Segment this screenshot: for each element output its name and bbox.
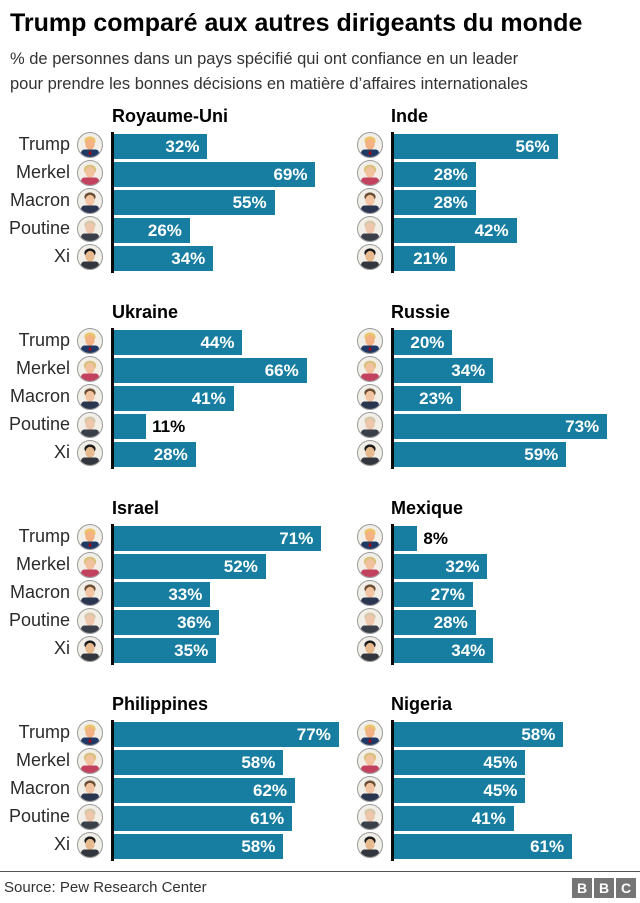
bar xyxy=(394,834,572,859)
bar xyxy=(114,330,242,355)
avatar-macron-icon xyxy=(357,776,383,802)
bar-value: 34% xyxy=(451,640,486,660)
panel-pair xyxy=(0,302,640,469)
bar-value: 66% xyxy=(264,360,299,380)
bar-row-xi xyxy=(394,442,640,467)
bar-value: 27% xyxy=(430,584,465,604)
panel-title: Russie xyxy=(391,302,451,322)
panel-title: Israel xyxy=(112,498,160,518)
bar-value: 28% xyxy=(433,164,468,184)
bar-value: 52% xyxy=(223,556,258,576)
bar-row-trump xyxy=(114,722,347,747)
avatar-merkel-icon xyxy=(357,748,383,774)
avatar-merkel-icon xyxy=(77,160,103,186)
avatar-macron-icon xyxy=(77,384,103,410)
bar-row-trump xyxy=(394,134,640,159)
avatar-macron-icon xyxy=(357,580,383,606)
source-text: Source: Pew Research Center xyxy=(4,879,207,896)
avatar-poutine-icon xyxy=(77,216,103,242)
avatars-column xyxy=(357,328,383,469)
panel-philippines xyxy=(0,694,347,861)
bar-row-trump xyxy=(114,526,347,551)
bar xyxy=(394,218,517,243)
chart-title: Trump comparé aux autres dirigeants du monde xyxy=(10,9,583,37)
bbc-logo xyxy=(570,878,636,898)
avatars-column xyxy=(357,132,383,273)
leader-label-xi: Xi xyxy=(53,442,70,462)
panel-pair xyxy=(0,106,640,273)
bar xyxy=(394,414,607,439)
panel-title: Nigeria xyxy=(391,694,453,714)
bar-row-xi xyxy=(114,638,347,663)
panel-pair xyxy=(0,498,640,665)
leader-label-xi: Xi xyxy=(53,834,70,854)
bar-row-xi xyxy=(394,834,640,859)
bar xyxy=(394,358,493,383)
bar-row-macron xyxy=(114,778,347,803)
bar-row-xi xyxy=(114,834,347,859)
leader-label-poutine: Poutine xyxy=(8,610,70,630)
bar-value: 44% xyxy=(200,332,235,352)
chart-subtitle-line1: % de personnes dans un pays spécifié qui ont confiance en un leader xyxy=(10,50,519,68)
bar xyxy=(114,386,234,411)
avatar-poutine-icon xyxy=(77,608,103,634)
avatar-trump-icon xyxy=(77,524,103,550)
bar-row-xi xyxy=(394,246,640,271)
leader-label-trump: Trump xyxy=(18,330,70,350)
bar-value: 21% xyxy=(413,248,448,268)
bar-row-poutine xyxy=(394,806,640,831)
bbc-logo-block-b1: B xyxy=(572,878,592,898)
bar xyxy=(114,834,283,859)
avatar-xi-icon xyxy=(357,636,383,662)
bar xyxy=(394,722,563,747)
bar xyxy=(394,778,525,803)
avatar-merkel-icon xyxy=(357,356,383,382)
bar-row-trump xyxy=(114,330,347,355)
bar-row-merkel xyxy=(394,162,640,187)
avatar-trump-icon xyxy=(357,328,383,354)
avatar-poutine-icon xyxy=(77,804,103,830)
avatar-poutine-icon xyxy=(77,412,103,438)
bar-value: 62% xyxy=(253,780,288,800)
avatar-merkel-icon xyxy=(357,160,383,186)
bars-column xyxy=(391,720,640,861)
bar xyxy=(114,610,219,635)
panel-israel xyxy=(0,498,347,665)
bar-value: 41% xyxy=(191,388,226,408)
avatar-merkel-icon xyxy=(77,356,103,382)
avatars-column xyxy=(77,720,103,861)
avatar-xi-icon xyxy=(77,832,103,858)
leader-label-macron: Macron xyxy=(9,386,70,406)
avatars-column xyxy=(357,720,383,861)
bar xyxy=(394,526,417,551)
bar-value: 11% xyxy=(152,416,186,436)
bars-column xyxy=(111,720,347,861)
avatar-xi-icon xyxy=(357,832,383,858)
avatar-xi-icon xyxy=(77,440,103,466)
avatar-trump-icon xyxy=(77,132,103,158)
bar-row-poutine xyxy=(394,218,640,243)
bar xyxy=(114,806,292,831)
bars-column xyxy=(391,328,640,469)
bar xyxy=(394,806,514,831)
panel-inde xyxy=(347,106,640,273)
bar-row-merkel xyxy=(394,554,640,579)
leader-label-merkel: Merkel xyxy=(15,750,70,770)
bar xyxy=(394,554,487,579)
leader-labels-column xyxy=(0,524,70,665)
leader-label-merkel: Merkel xyxy=(15,358,70,378)
chart-subtitle xyxy=(10,47,630,97)
bar-value: 61% xyxy=(250,808,285,828)
chart-subtitle-line2: pour prendre les bonnes décisions en matière d’affaires internationales xyxy=(10,75,528,93)
avatars-column xyxy=(77,524,103,665)
bar-row-poutine xyxy=(114,218,347,243)
bar-value: 59% xyxy=(524,444,559,464)
bar-value: 41% xyxy=(471,808,506,828)
panel-mexique xyxy=(347,498,640,665)
bar xyxy=(114,190,275,215)
avatar-xi-icon xyxy=(77,244,103,270)
leader-label-trump: Trump xyxy=(18,134,70,154)
bar xyxy=(394,246,455,271)
avatar-xi-icon xyxy=(357,244,383,270)
leader-label-poutine: Poutine xyxy=(8,218,70,238)
leader-label-macron: Macron xyxy=(9,190,70,210)
leader-label-macron: Macron xyxy=(9,582,70,602)
avatars-column xyxy=(77,132,103,273)
bar-value: 58% xyxy=(521,724,556,744)
bar-row-trump xyxy=(114,134,347,159)
avatar-poutine-icon xyxy=(357,216,383,242)
bar xyxy=(114,722,339,747)
panel-title: Philippines xyxy=(112,694,209,714)
bar-value: 58% xyxy=(241,752,276,772)
bar xyxy=(114,526,321,551)
bar-value: 34% xyxy=(451,360,486,380)
bar-row-macron xyxy=(394,386,640,411)
leader-labels-column xyxy=(0,720,70,861)
bar-row-macron xyxy=(114,190,347,215)
bar-value: 42% xyxy=(474,220,509,240)
avatar-poutine-icon xyxy=(357,412,383,438)
leader-label-macron: Macron xyxy=(9,778,70,798)
bar xyxy=(114,442,196,467)
bar-row-trump xyxy=(394,722,640,747)
bar-value: 77% xyxy=(296,724,331,744)
bar xyxy=(394,750,525,775)
bar-row-merkel xyxy=(114,162,347,187)
avatar-macron-icon xyxy=(77,580,103,606)
bars-column xyxy=(391,524,640,665)
bar-value: 71% xyxy=(279,528,314,548)
panel-title: Royaume-Uni xyxy=(112,106,229,126)
bar xyxy=(114,638,216,663)
leader-label-merkel: Merkel xyxy=(15,554,70,574)
bar xyxy=(114,218,190,243)
bar-value: 32% xyxy=(445,556,480,576)
bbc-logo-block-b2: B xyxy=(594,878,614,898)
bar xyxy=(394,442,566,467)
avatars-column xyxy=(77,328,103,469)
bar xyxy=(394,190,476,215)
bar xyxy=(394,162,476,187)
leader-label-poutine: Poutine xyxy=(8,806,70,826)
bar-row-macron xyxy=(114,386,347,411)
bar-value: 55% xyxy=(232,192,267,212)
avatar-poutine-icon xyxy=(357,804,383,830)
bar-row-merkel xyxy=(394,750,640,775)
bar xyxy=(114,134,207,159)
bars-column xyxy=(111,132,347,273)
bbc-logo-block-c: C xyxy=(616,878,636,898)
leader-labels-column xyxy=(0,132,70,273)
avatar-macron-icon xyxy=(357,384,383,410)
leader-label-trump: Trump xyxy=(18,722,70,742)
avatar-trump-icon xyxy=(357,524,383,550)
avatar-macron-icon xyxy=(77,776,103,802)
avatar-trump-icon xyxy=(77,720,103,746)
avatar-merkel-icon xyxy=(357,552,383,578)
bar-value: 20% xyxy=(410,332,445,352)
avatar-macron-icon xyxy=(357,188,383,214)
bar-value: 34% xyxy=(171,248,206,268)
bar-row-poutine xyxy=(114,414,347,439)
bar xyxy=(394,134,558,159)
avatars-column xyxy=(357,524,383,665)
bar-value: 36% xyxy=(177,612,212,632)
bar xyxy=(114,162,315,187)
leader-label-xi: Xi xyxy=(53,246,70,266)
bar xyxy=(114,750,283,775)
bar-value: 32% xyxy=(165,136,200,156)
avatar-merkel-icon xyxy=(77,552,103,578)
avatar-macron-icon xyxy=(77,188,103,214)
bar-value: 61% xyxy=(530,836,565,856)
bar-row-macron xyxy=(394,190,640,215)
bar xyxy=(394,582,473,607)
bar-row-macron xyxy=(394,582,640,607)
leader-label-poutine: Poutine xyxy=(8,414,70,434)
bar xyxy=(114,246,213,271)
bar-row-macron xyxy=(114,582,347,607)
bar xyxy=(114,778,295,803)
avatar-merkel-icon xyxy=(77,748,103,774)
bar-row-xi xyxy=(114,246,347,271)
bar-row-merkel xyxy=(114,358,347,383)
bar-row-merkel xyxy=(114,554,347,579)
bars-column xyxy=(391,132,640,273)
panel-russie xyxy=(347,302,640,469)
bar xyxy=(394,610,476,635)
leader-labels-column xyxy=(0,328,70,469)
bars-column xyxy=(111,328,347,469)
panel-pair xyxy=(0,694,640,861)
bar xyxy=(394,330,452,355)
bar-value: 45% xyxy=(483,752,518,772)
bar-row-macron xyxy=(394,778,640,803)
bar-row-trump xyxy=(394,526,640,551)
bar xyxy=(114,414,146,439)
avatar-trump-icon xyxy=(77,328,103,354)
bar xyxy=(114,554,266,579)
leader-label-merkel: Merkel xyxy=(15,162,70,182)
panel-title: Ukraine xyxy=(112,302,179,322)
bar-row-poutine xyxy=(394,414,640,439)
leader-label-xi: Xi xyxy=(53,638,70,658)
leader-label-trump: Trump xyxy=(18,526,70,546)
avatar-xi-icon xyxy=(357,440,383,466)
panel-title: Inde xyxy=(391,106,429,126)
avatar-xi-icon xyxy=(77,636,103,662)
bar-value: 45% xyxy=(483,780,518,800)
bar xyxy=(394,386,461,411)
bar-row-poutine xyxy=(114,610,347,635)
bar-row-poutine xyxy=(114,806,347,831)
bar-row-merkel xyxy=(114,750,347,775)
bar-value: 35% xyxy=(174,640,209,660)
bar-value: 69% xyxy=(273,164,308,184)
bar-row-poutine xyxy=(394,610,640,635)
panel-ukraine xyxy=(0,302,347,469)
bar-value: 28% xyxy=(433,192,468,212)
avatar-trump-icon xyxy=(357,132,383,158)
bar-value: 28% xyxy=(153,444,188,464)
bar-value: 26% xyxy=(147,220,182,240)
panel-royaume-uni xyxy=(0,106,347,273)
panel-title: Mexique xyxy=(391,498,464,518)
bar-value: 23% xyxy=(419,388,454,408)
bar-row-trump xyxy=(394,330,640,355)
bar-value: 58% xyxy=(241,836,276,856)
panels-grid xyxy=(0,106,640,861)
bar xyxy=(114,358,307,383)
bar xyxy=(394,638,493,663)
bars-column xyxy=(111,524,347,665)
chart-footer xyxy=(0,871,640,903)
panel-nigeria xyxy=(347,694,640,861)
bar-row-xi xyxy=(114,442,347,467)
avatar-poutine-icon xyxy=(357,608,383,634)
bar-value: 56% xyxy=(515,136,550,156)
bar xyxy=(114,582,210,607)
bar-value: 8% xyxy=(423,528,448,548)
bar-value: 33% xyxy=(168,584,203,604)
bar-row-merkel xyxy=(394,358,640,383)
avatar-trump-icon xyxy=(357,720,383,746)
bar-value: 28% xyxy=(433,612,468,632)
bar-row-xi xyxy=(394,638,640,663)
bar-value: 73% xyxy=(565,416,600,436)
